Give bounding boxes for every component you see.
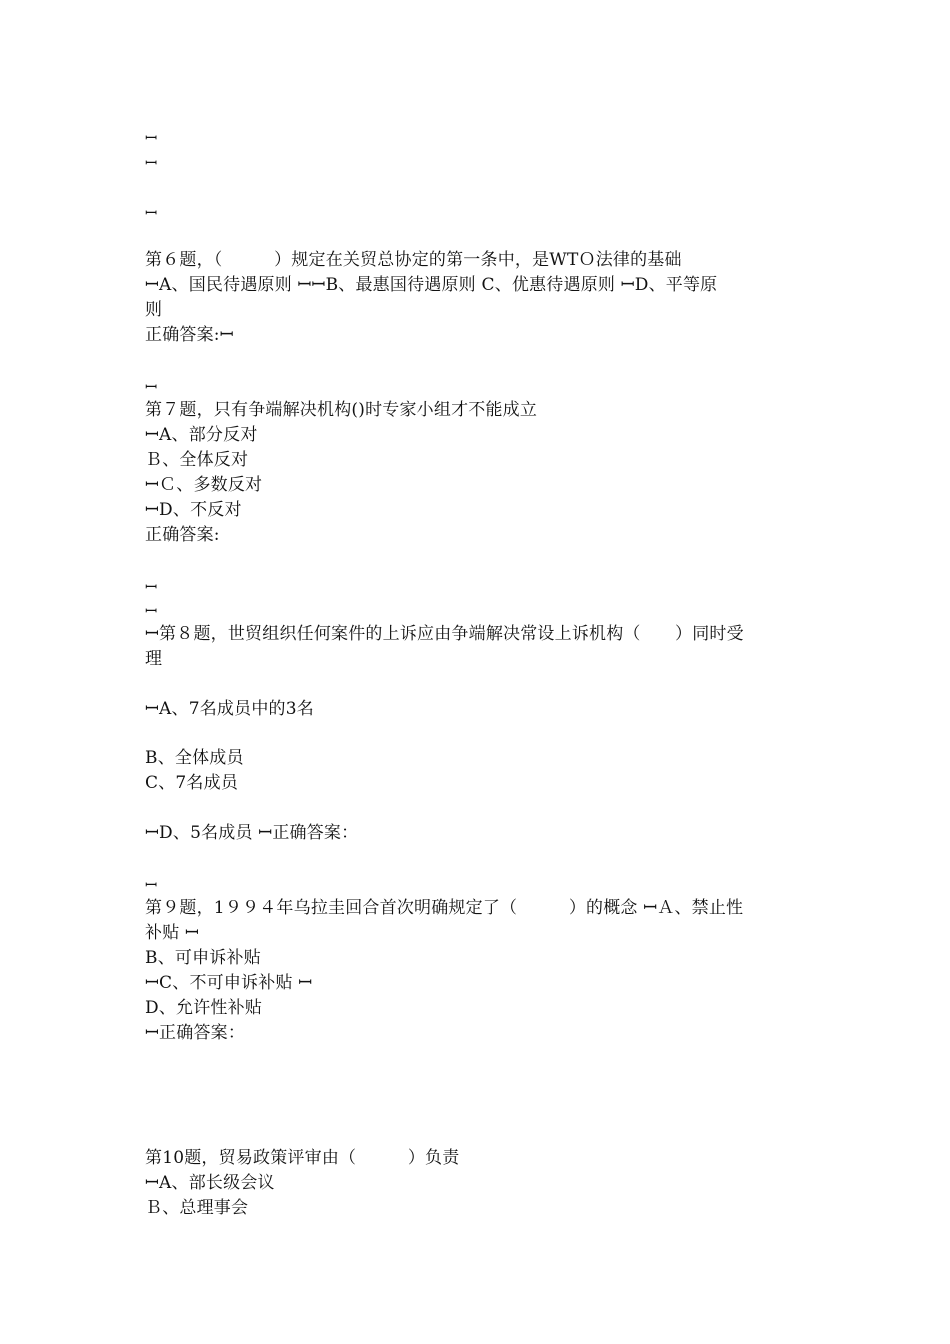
question-7-answer: 正确答案: (145, 525, 220, 545)
question-7-option-a: ꟷA、部分反对 (145, 425, 258, 445)
question-8-option-d-answer: ꟷD、5名成员 ꟷ正确答案： (145, 823, 359, 843)
question-7-option-c: ꟷＣ、多数反对 (145, 475, 263, 495)
question-8-text-continued: 理 (145, 649, 163, 669)
question-6-options-continued: 则 (145, 300, 163, 320)
question-8-option-b: B、全体成员 (145, 748, 244, 768)
question-10-option-b: Ｂ、总理事会 (145, 1198, 249, 1218)
question-9-answer: ꟷ正确答案： (145, 1023, 246, 1043)
question-8-option-c: C、7名成员 (145, 773, 239, 793)
question-8-option-a: ꟷA、7名成员中的3名 (145, 699, 314, 719)
question-10-text: 第10题，贸易政策评审由（ ）负责 (145, 1148, 460, 1168)
stray-mark: ꟷ (145, 876, 158, 894)
stray-mark: ꟷ (145, 129, 158, 147)
question-9-text: 第９题，1９９４年乌拉圭回合首次明确规定了（ ）的概念 ꟷＡ、禁止性 (145, 898, 744, 918)
question-6-answer: 正确答案:ꟷ (145, 325, 234, 345)
question-7-text: 第７题，只有争端解决机构()时专家小组才不能成立 (145, 400, 538, 420)
question-9-option-d: D、允许性补贴 (145, 998, 263, 1018)
question-9-option-b: B、可申诉补贴 (145, 948, 261, 968)
question-7-option-b: Ｂ、全体反对 (145, 450, 249, 470)
question-7-option-d: ꟷD、不反对 (145, 500, 242, 520)
stray-mark: ꟷ (145, 378, 158, 396)
question-10-option-a: ꟷA、部长级会议 (145, 1173, 275, 1193)
question-9-text-continued: 补贴 ꟷ (145, 923, 200, 943)
stray-mark: ꟷ (145, 154, 158, 172)
question-8-text: ꟷ第８题，世贸组织任何案件的上诉应由争端解决常设上诉机构（ ）同时受 (145, 624, 744, 644)
stray-mark: ꟷ (145, 578, 158, 596)
question-6-text: 第６题，（ ）规定在关贸总协定的第一条中，是WTＯ法律的基础 (145, 250, 682, 270)
question-6-options: ꟷA、国民待遇原则 ꟷꟷB、最惠国待遇原则 C、优惠待遇原则 ꟷD、平等原 (145, 275, 718, 295)
stray-mark: ꟷ (145, 602, 158, 620)
question-9-option-c: ꟷC、不可申诉补贴 ꟷ (145, 973, 313, 993)
stray-mark: ꟷ (145, 204, 158, 222)
